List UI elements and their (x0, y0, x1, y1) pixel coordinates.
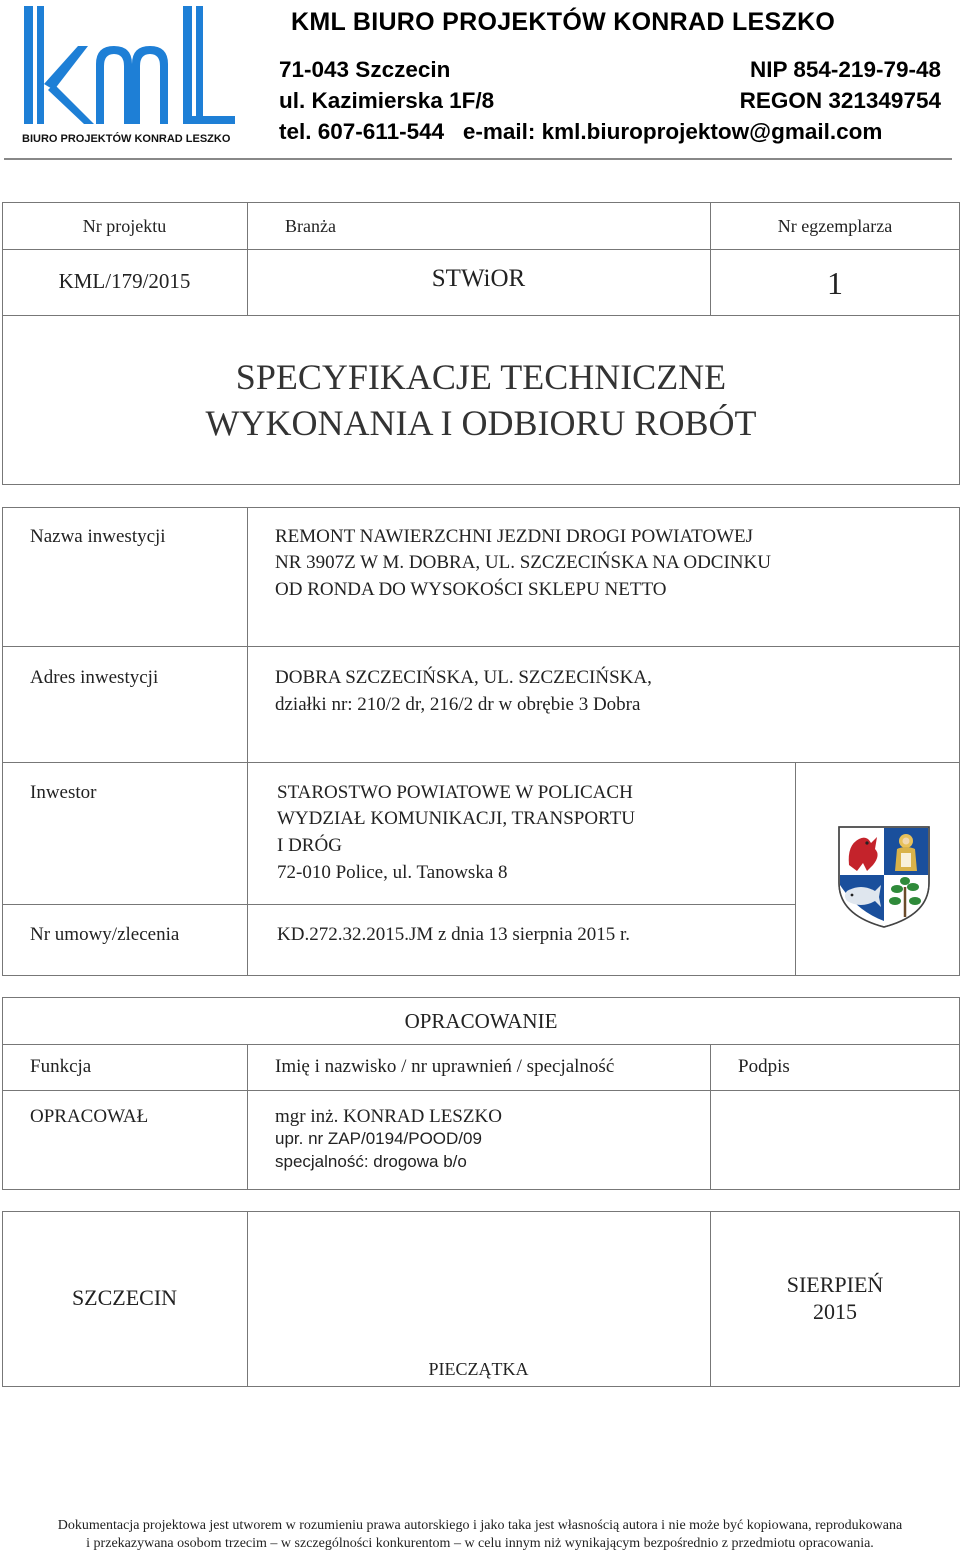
contract-number: KD.272.32.2015.JM z dnia 13 sierpnia 2015 r. (277, 924, 631, 945)
col-divider (247, 507, 248, 976)
investment-name-line3: OD RONDA DO WYSOKOŚCI SKLEPU NETTO (275, 579, 667, 600)
col-function: Funkcja (30, 1056, 92, 1077)
investor-line4: 72-010 Police, ul. Tanowska 8 (277, 862, 508, 883)
document-title-line1: SPECYFIKACJE TECHNICZNE (235, 357, 727, 397)
copyright-notice-line1: Dokumentacja projektowa jest utworem w rozumieniu prawa autorskiego i jako taka jest własnością autora i nie może być kopiowana, reprodukowana (57, 1518, 903, 1533)
row-divider (2, 315, 960, 316)
investment-address-line2: działki nr: 210/2 dr, 216/2 dr w obrębie 3 Dobra (275, 694, 641, 715)
address-street: ul. Kazimierska 1F/8 (279, 88, 495, 113)
stamp-label: PIECZĄTKA (428, 1359, 529, 1379)
row-divider (2, 1044, 960, 1045)
person-name: mgr inż. KONRAD LESZKO (275, 1106, 502, 1127)
row-divider (2, 904, 796, 905)
nip-number: NIP 854-219-79-48 (750, 57, 941, 82)
company-logo (18, 6, 240, 152)
label-investor: Inwestor (30, 782, 97, 803)
month: SIERPIEŃ (786, 1272, 884, 1297)
investment-name-line2: NR 3907Z W M. DOBRA, UL. SZCZECIŃSKA NA ODCINKU (275, 552, 771, 573)
investor-line2: WYDZIAŁ KOMUNIKACJI, TRANSPORTU (277, 808, 635, 829)
label-copy-number: Nr egzemplarza (777, 216, 893, 236)
label-investment-name: Nazwa inwestycji (30, 526, 166, 547)
row-divider (2, 762, 960, 763)
investor-line3: I DRÓG (277, 835, 342, 856)
regon-number: REGON 321349754 (739, 88, 941, 113)
address-city: 71-043 Szczecin (279, 57, 451, 82)
row-divider (2, 1090, 960, 1091)
project-number: KML/179/2015 (58, 269, 191, 293)
row-divider (2, 646, 960, 647)
col-divider (710, 1044, 711, 1190)
logo-caption: BIURO PROJEKTÓW KONRAD LESZKO (22, 133, 231, 145)
col-divider (795, 762, 796, 976)
county-coat-of-arms (837, 825, 931, 929)
investment-address-line1: DOBRA SZCZECIŃSKA, UL. SZCZECIŃSKA, (275, 667, 652, 688)
investment-name-line1: REMONT NAWIERZCHNI JEZDNI DROGI POWIATOWEJ (275, 526, 754, 547)
row-divider (2, 249, 960, 250)
contact-line: tel. 607-611-544 e-mail: kml.biuroprojektow@gmail.com (279, 119, 883, 144)
header-divider (4, 158, 952, 160)
person-specialty: specjalność: drogowa b/o (275, 1152, 467, 1171)
branch-value: STWiOR (431, 265, 526, 292)
copy-number: 1 (827, 265, 843, 301)
label-project-number: Nr projektu (82, 216, 167, 236)
col-divider (247, 1044, 248, 1190)
copyright-notice-line2: i przekazywana osobom trzecim – w szczególności konkurentom – w celu innym niż wynikającym bezpośrednio z przedmiotu opracowania. (86, 1536, 874, 1551)
document-title-line2: WYKONANIA I ODBIORU ROBÓT (205, 403, 757, 443)
label-investment-address: Adres inwestycji (30, 667, 159, 688)
label-contract-number: Nr umowy/zlecenia (30, 924, 180, 945)
col-signature: Podpis (738, 1056, 790, 1077)
label-branch: Branża (285, 216, 336, 236)
city: SZCZECIN (71, 1285, 178, 1310)
investor-line1: STAROSTWO POWIATOWE W POLICACH (277, 782, 633, 803)
prepared-by-heading: OPRACOWANIE (404, 1009, 558, 1033)
col-person: Imię i nazwisko / nr uprawnień / specjalność (275, 1056, 615, 1077)
company-name: KML BIURO PROJEKTÓW KONRAD LESZKO (291, 8, 836, 36)
person-license: upr. nr ZAP/0194/POOD/09 (275, 1129, 482, 1148)
role-prepared: OPRACOWAŁ (30, 1106, 149, 1127)
year: 2015 (813, 1299, 857, 1324)
